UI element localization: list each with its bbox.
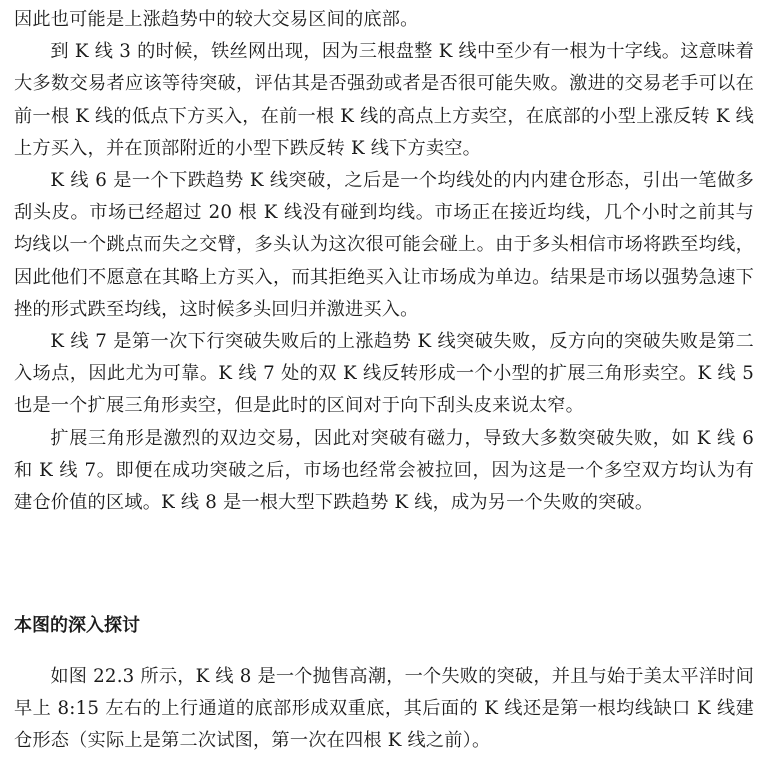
paragraph-deeper-discussion: 如图 22.3 所示，K 线 8 是一个抛售高潮，一个失败的突破，并且与始于美太平洋时间早上 8:15 左右的上行通道的底部形成双重底，其后面的 K 线还是第一根均线缺口 K 线建仓形态（实际上是第二次试图，第一次在四根 K 线之前）。 (14, 666, 754, 752)
section-heading: 本图的深入探讨 (14, 615, 140, 636)
document-page (14, 0, 754, 752)
section-body (14, 661, 754, 758)
paragraph-bar-7: K 线 7 是第一次下行突破失败后的上涨趋势 K 线突破失败，反方向的突破失败是第二入场点，因此尤为可靠。K 线 7 处的双 K 线反转形成一个小型的扩展三角形卖空。K 线 5 也是一个扩展三角形卖空，但是此时的区间对于向下刮头皮来说太窄。 (14, 331, 754, 417)
paragraph-bar-3: 到 K 线 3 的时候，铁丝网出现，因为三根盘整 K 线中至少有一根为十字线。这意味着大多数交易者应该等待突破，评估其是否强劲或者是否很可能失败。激进的交易老手可以在前一根 K 线的低点下方买入，在前一根 K 线的高点上方卖空，在底部的小型上涨反转 K 线上方买入，并在顶部附近的小型下跌反转 K 线下方卖空。 (14, 41, 754, 159)
paragraph-bar-6: K 线 6 是一个下跌趋势 K 线突破，之后是一个均线处的内内建仓形态，引出一笔做多刮头皮。市场已经超过 20 根 K 线没有碰到均线。市场正在接近均线，几个小时之前其与均线以一个跳点而失之交臂，多头认为这次很可能会碰上。由于多头相信市场将跌至均线，因此他们不愿意在其略上方买入，而其拒绝买入让市场成为单边。结果是市场以强势急速下挫的形式跌至均线，这时候多头回归并激进买入。 (14, 170, 754, 320)
paragraph-continuation: 因此也可能是上涨趋势中的较大交易区间的底部。 (14, 9, 419, 30)
paragraph-expanding-triangle: 扩展三角形是激烈的双边交易，因此对突破有磁力，导致大多数突破失败，如 K 线 6 和 K 线 7。即便在成功突破之后，市场也经常会被拉回，因为这是一个多空双方均认为有建仓价值的区域。K 线 8 是一根大型下跌趋势 K 线，成为另一个失败的突破。 (14, 427, 754, 514)
